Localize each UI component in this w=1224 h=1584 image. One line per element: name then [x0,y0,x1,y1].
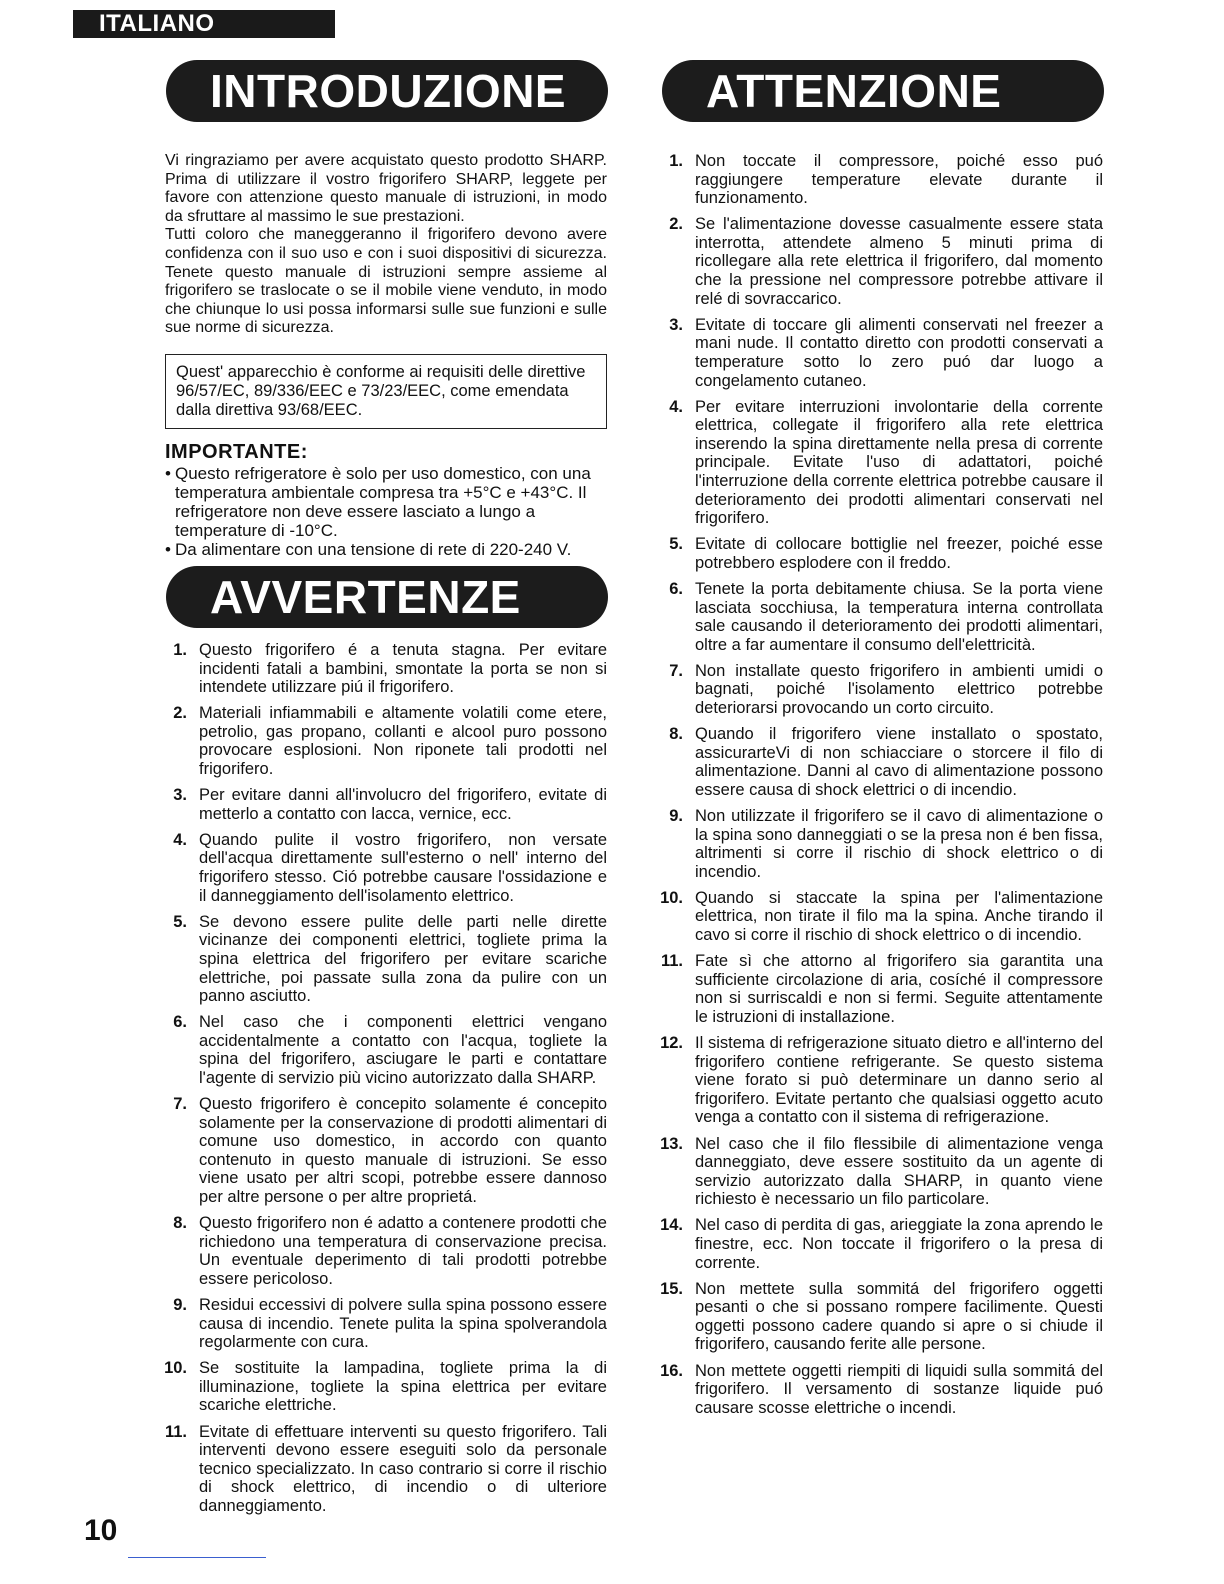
attenzione-item [647,952,1103,1026]
attenzione-item-number: 1. [669,152,683,170]
avvertenze-item [151,831,607,905]
intro-section [165,152,607,559]
attenzione-item-text: Non mettete oggetti riempiti di liquidi sulla sommitá del frigorifero. Il versamento di sostanze liquide puó causare scosse elettriche o incendi. [695,1361,1103,1417]
avvertenze-item-text: Questo frigorifero è concepito solamente é concepito solamente per la conservazione di prodotti alimentari di comune uso domestico, in accordo con quanto contenuto in questo manuale di istruzioni. Se esso viene usato per altri scopi, potrebbe essere dannoso per altre persone o per altre proprietá. [199,1095,607,1207]
attenzione-item-number: 11. [660,952,683,971]
avvertenze-item-text: Nel caso che i componenti elettrici vengano accidentalmente a contatto con l'acqua, togliete la spina del frigorifero, asciugare le parti e contattare l'agente di servizio più vicino autorizzato dalla SHARP. [199,1013,607,1087]
avvertenze-item-text: Per evitare danni all'involucro del frigorifero, evitate di metterlo a contatto con lacca, vernice, ecc. [199,786,607,823]
avvertenze-item [151,786,607,823]
avvertenze-item-text: Quando pulite il vostro frigorifero, non versate dell'acqua direttamente sull'esterno o nell' interno del frigorifero stesso. Ció potrebbe causare l'ossidazione e il danneggiamento dell'isolamento elettrico. [199,830,607,905]
page-rule [128,1557,266,1558]
avvertenze-item [151,641,607,697]
attenzione-item [647,1135,1103,1209]
attenzione-item-number: 12. [660,1034,683,1053]
importante-title: IMPORTANTE: [165,440,308,463]
attenzione-item [647,398,1103,528]
avvertenze-item-text: Materiali infiammabili e altamente volatili come etere, petrolio, gas propano, collanti e alcool puro possono provocare esplosioni. Non riponete tali prodotti nel frigorifero. [199,704,607,779]
avvertenze-item [151,1214,607,1288]
attenzione-item-text: Se l'alimentazione dovesse casualmente essere stata interrotta, attendete almeno 5 minuti prima di ricollegare alla rete elettrica il frigorifero, dal momento che la pressione nel compressore potrebbe attivare il relé di sovraccarico. [695,215,1103,308]
attenzione-item-number: 3. [669,315,683,334]
attenzione-item-text: Non mettete sulla sommitá del frigorifero oggetti pesanti o che si possano rompere facilimente. Questi oggetti possono cadere quando si apre o si chiude il frigorifero, causando ferite alle persone. [695,1279,1103,1354]
avvertenze-item [151,913,607,1006]
avvertenze-item-text: Se devono essere pulite delle parti nelle dirette vicinanze dei componenti elettrici, togliete prima la spina elettrica del frigorifero per evitare scariche elettriche, poi passate sulla zona da pulire con un panno asciutto. [199,912,607,1006]
attenzione-item-text: Nel caso che il filo flessibile di alimentazione venga danneggiato, deve essere sostituito da un agente di servizio autorizzato dalla SHARP, in quanto viene richiesto è necessario un filo particolare. [695,1134,1103,1209]
avvertenze-list-container [151,641,607,1523]
avvertenze-item-number: 11. [164,1422,187,1441]
intro-paragraph: Tutti coloro che maneggeranno il frigorifero devono avere confidenza con il suo uso e con i suoi dispositivi di sicurezza. Tenete questo manuale di istruzioni sempre assieme al frigorifero se traslocate o se il mobile viene venduto, in modo che chiunque lo usi possa informarsi sulle sue funzioni e sulle sue norme di sicurezza. [165,226,607,337]
attenzione-item-number: 16. [660,1361,683,1380]
avvertenze-item-number: 7. [173,1095,187,1114]
attenzione-item-number: 13. [660,1134,683,1153]
attenzione-item-number: 4. [669,397,683,416]
attenzione-item [647,580,1103,654]
attenzione-item [647,152,1103,208]
attenzione-item-number: 2. [669,215,683,234]
attenzione-item-text: Per evitare interruzioni involontarie della corrente elettrica, collegate il frigorifero alla rete elettrica inserendo la spina direttamente nella presa di corrente principale. Evitate l'uso di adattatori, poiché l'interruzione della corrente elettrica potrebbe causare il deterioramento dei prodotti alimentari conservati nel frigorifero. [695,397,1103,528]
attenzione-item-number: 15. [660,1279,683,1298]
avvertenze-item-number: 8. [173,1214,187,1233]
avvertenze-item-text: Questo frigorifero non é adatto a contenere prodotti che richiedono una temperatura di conservazione precisa. Un eventuale deperimento di tali prodotti potrebbe essere pericoloso. [199,1214,607,1288]
avvertenze-item-number: 1. [173,641,187,659]
avvertenze-item-text: Se sostituite la lampadina, togliete prima la di illuminazione, togliete la spina elettrica per evitare scariche elettriche. [199,1359,607,1415]
avvertenze-item [151,1296,607,1352]
attenzione-item-text: Non utilizzate il frigorifero se il cavo di alimentazione o la spina sono danneggiati o se la presa non é ben fissa, altrimenti si corre il rischio di shock elettrico o di incendio. [695,807,1103,881]
attenzione-list-container [647,152,1103,1425]
attenzione-item-number: 8. [669,725,683,744]
attenzione-item-number: 14. [660,1216,683,1235]
attenzione-item [647,725,1103,799]
avvertenze-item-text: Evitate di effettuare interventi su questo frigorifero. Tali interventi devono essere eseguiti solo da personale tecnico specializzato. In caso contrario si corre il rischio di shock elettrico, di incendio o di ulteriore danneggiamento. [199,1422,607,1515]
avvertenze-item [151,1423,607,1516]
attenzione-heading: ATTENZIONE [662,60,1104,122]
attenzione-item-text: Tenete la porta debitamente chiusa. Se la porta viene lasciata socchiusa, la temperatura interna controllata sale causando il deterioramento dei prodotti alimentari, oltre a far aumentare il consumo dell'elettricità. [695,579,1103,654]
avvertenze-heading: AVVERTENZE [166,566,608,628]
attenzione-item-number: 6. [669,579,683,598]
attenzione-item-text: Non toccate il compressore, poiché esso puó raggiungere temperature elevate durante il funzionamento. [695,152,1103,208]
attenzione-item [647,316,1103,390]
attenzione-item-number: 10. [660,888,683,907]
avvertenze-item [151,1359,607,1415]
attenzione-item-number: 5. [669,535,683,554]
language-tab: ITALIANO [73,10,335,38]
attenzione-item-number: 7. [669,661,683,680]
avvertenze-item [151,1095,607,1207]
avvertenze-item-number: 2. [173,704,187,723]
attenzione-item [647,1280,1103,1354]
attenzione-list [647,152,1103,1417]
attenzione-item [647,1216,1103,1272]
avvertenze-item-number: 3. [173,786,187,805]
attenzione-item [647,535,1103,572]
avvertenze-item [151,704,607,778]
attenzione-item [647,662,1103,718]
attenzione-item-text: Il sistema di refrigerazione situato dietro e all'interno del frigorifero contiene refrigerante. Se questo sistema viene forato si può determinare un danno serio al frigorifero. Evitate pertanto che qualsiasi oggetto acuto venga a contatto con il sistema di refrigerazione. [695,1034,1103,1127]
importante-item: • Da alimentare con una tensione di rete di 220-240 V. [165,540,607,559]
avvertenze-list [151,641,607,1516]
attenzione-item [647,889,1103,945]
importante-list [165,464,607,559]
intro-paragraph: Vi ringraziamo per avere acquistato questo prodotto SHARP. Prima di utilizzare il vostro frigorifero SHARP, leggete per favore con attenzione questo manuale di istruzioni, in modo da sfruttare al massimo le sue prestazioni. [165,152,607,225]
avvertenze-item-number: 9. [173,1296,187,1314]
compliance-notice: Quest' apparecchio è conforme ai requisiti delle direttive 96/57/EC, 89/336/EEC e 73/23/EEC, come emendata dalla direttiva 93/68/EEC. [165,354,607,429]
attenzione-item-text: Fate sì che attorno al frigorifero sia garantita una sufficiente circolazione di aria, cosíché il compressore non si surriscaldi e non si fermi. Seguite attentamente le istruzioni di installazione. [695,952,1103,1026]
attenzione-item [647,807,1103,881]
attenzione-item-text: Evitate di collocare bottiglie nel freezer, poiché esse potrebbero esplodere con il freddo. [695,535,1103,572]
avvertenze-item-number: 5. [173,912,187,931]
attenzione-item-text: Quando si staccate la spina per l'alimentazione elettrica, non tirate il filo ma la spina. Anche tirando il cavo si corre il rischio di shock elettrico o di incendio. [695,888,1103,945]
attenzione-item-text: Evitate di toccare gli alimenti conservati nel freezer a mani nude. Il contatto diretto con prodotti conservati a temperature sotto lo zero puó dar luogo a congelamento cutaneo. [695,315,1103,390]
attenzione-item-text: Quando il frigorifero viene installato o spostato, assicurarteVi di non schiacciare o storcere il filo di alimentazione. Danni al cavo di alimentazione possono essere causa di shock elettrici o di incendio. [695,725,1103,799]
avvertenze-item-number: 6. [173,1013,187,1032]
attenzione-item [647,1362,1103,1418]
avvertenze-item-number: 4. [173,830,187,849]
attenzione-item [647,215,1103,308]
importante-item: • Questo refrigeratore è solo per uso domestico, con una temperatura ambientale compresa tra +5°C e +43°C. Il refrigeratore non deve essere lasciato a lungo a temperature di -10°C. [165,464,607,540]
avvertenze-item-number: 10. [164,1359,187,1378]
avvertenze-item [151,1013,607,1087]
attenzione-item-text: Nel caso di perdita di gas, arieggiate la zona aprendo le finestre, ecc. Non toccate il frigorifero o la presa di corrente. [695,1216,1103,1272]
attenzione-item [647,1034,1103,1127]
attenzione-item-text: Non installate questo frigorifero in ambienti umidi o bagnati, poiché l'isolamento elettrico potrebbe deteriorarsi provocando un corto circuito. [695,661,1103,718]
page-number: 10 [84,1514,118,1547]
avvertenze-item-text: Residui eccessivi di polvere sulla spina possono essere causa di incendio. Tenete pulita la spina spolverandola regolarmente con cura. [199,1296,607,1352]
attenzione-item-number: 9. [669,807,683,825]
avvertenze-item-text: Questo frigorifero é a tenuta stagna. Per evitare incidenti fatali a bambini, smontate la porta se non si intendete utilizzare piú il frigorifero. [199,641,607,697]
introduzione-heading: INTRODUZIONE [166,60,608,122]
